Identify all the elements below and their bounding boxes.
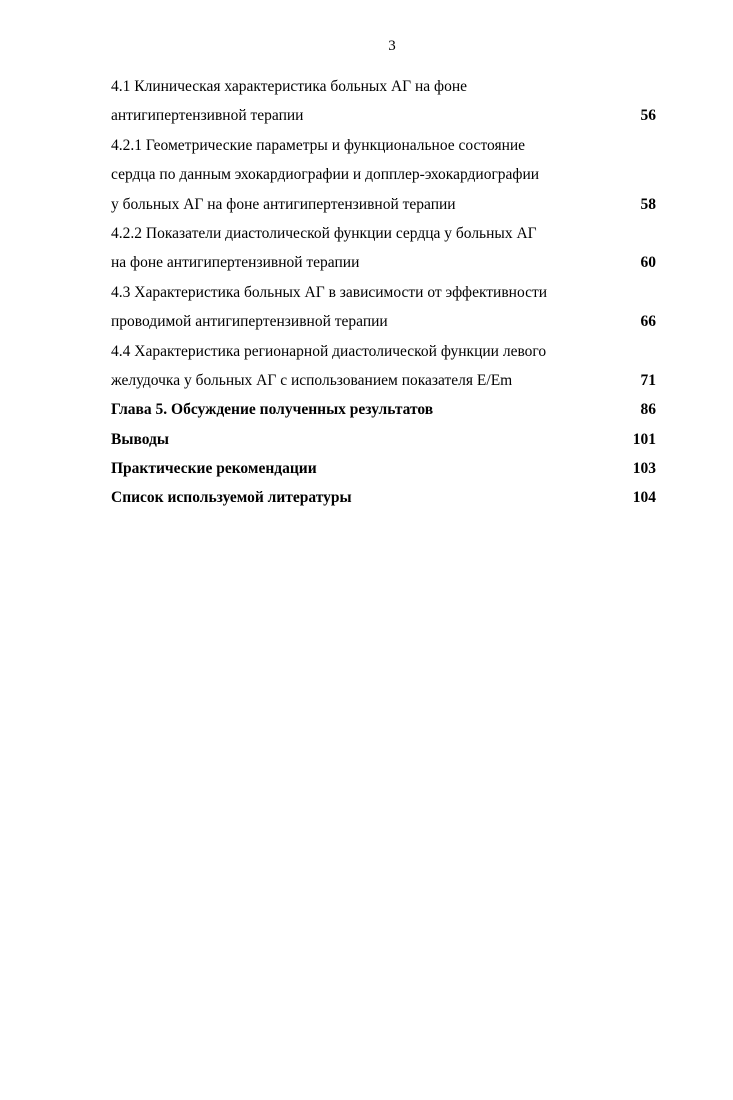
toc-entry-text: Глава 5. Обсуждение полученных результатов [111, 401, 434, 419]
toc-page-number: 101 [632, 430, 656, 448]
toc-entry-conclusions[interactable] [111, 425, 656, 454]
toc-entry-text: Выводы [111, 430, 169, 448]
toc-page-number: 104 [632, 489, 656, 507]
toc-entry-4-3[interactable] [111, 278, 656, 337]
toc-page-number: 71 [640, 371, 656, 389]
toc-page-number: 58 [640, 195, 656, 213]
toc-entry-references[interactable] [111, 483, 656, 512]
toc-entry-text: 4.1 Клиническая характеристика больных АГ на фоне [111, 78, 468, 95]
toc-entry-4-1[interactable] [111, 72, 656, 131]
page-number: 3 [388, 38, 396, 54]
toc-entry-text: Практические рекомендации [111, 460, 317, 478]
toc-page-number: 103 [632, 460, 656, 478]
toc-entry-4-2-2[interactable] [111, 219, 656, 278]
toc-entry-text: желудочка у больных АГ с использованием показателя E/Em [111, 371, 513, 389]
toc-entry-text: проводимой антигипертензивной терапии [111, 313, 388, 331]
toc-entry-text: 4.3 Характеристика больных АГ в зависимости от эффективности [111, 283, 548, 301]
toc-entry-text: у больных АГ на фоне антигипертензивной терапии [111, 195, 456, 213]
toc-entry-text: Список используемой литературы [111, 489, 352, 507]
toc-entry-4-4[interactable] [111, 337, 656, 396]
toc-entry-text: сердца по данным эхокардиографии и допплер-эхокардиографии [111, 166, 540, 184]
toc-page-number: 60 [640, 254, 656, 272]
table-of-contents [111, 72, 656, 513]
toc-entry-text: на фоне антигипертензивной терапии [111, 254, 360, 272]
toc-page-number: 56 [640, 107, 656, 125]
toc-entry-chapter-5[interactable] [111, 395, 656, 424]
toc-entry-text: 4.2.1 Геометрические параметры и функциональное состояние [111, 136, 526, 154]
toc-entry-4-2-1[interactable] [111, 131, 656, 219]
toc-page-number: 86 [640, 401, 656, 419]
toc-entry-text: 4.2.2 Показатели диастолической функции сердца у больных АГ [111, 224, 537, 242]
toc-entry-recommendations[interactable] [111, 454, 656, 483]
toc-page-number: 66 [640, 313, 656, 331]
toc-entry-text: антигипертензивной терапии [111, 107, 304, 125]
toc-entry-text: 4.4 Характеристика регионарной диастолической функции левого [111, 342, 547, 360]
